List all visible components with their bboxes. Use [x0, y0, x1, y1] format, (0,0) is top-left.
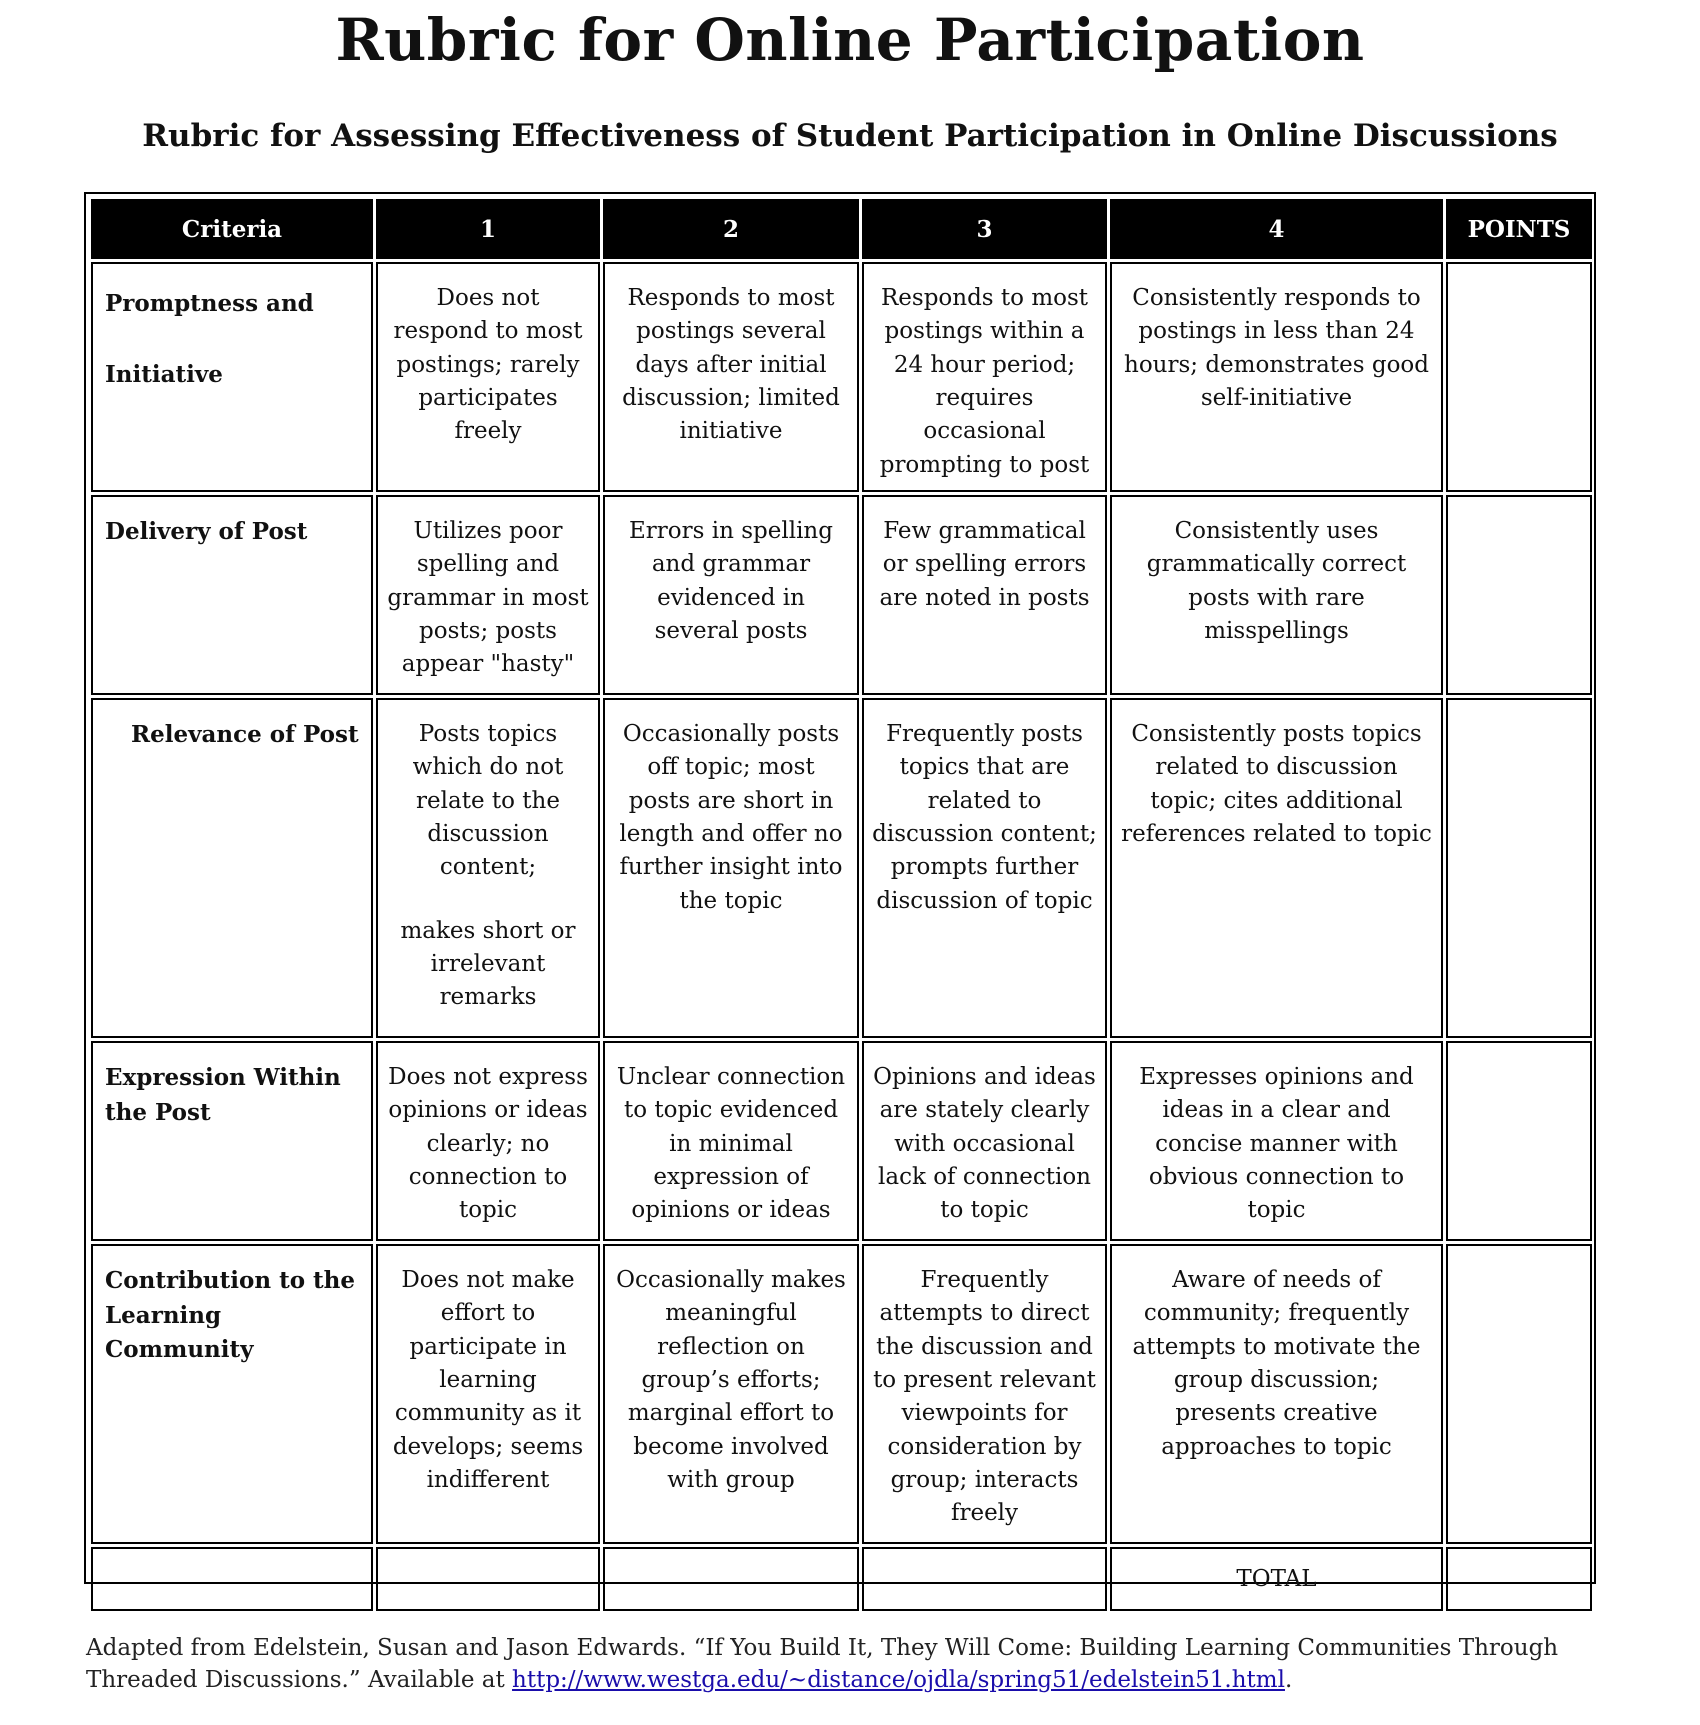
- level-2-cell: Unclear connection to topic evidenced in minimal expression of opinions or ideas: [603, 1041, 859, 1241]
- level-2-cell: Errors in spelling and grammar evidenced in several posts: [603, 495, 859, 695]
- citation-end: .: [1284, 1667, 1293, 1694]
- header-level-4: 4: [1110, 199, 1443, 259]
- criteria-cell: Delivery of Post: [91, 495, 373, 695]
- header-level-1: 1: [376, 199, 600, 259]
- level-3-cell: Few grammatical or spelling errors are noted in posts: [862, 495, 1107, 695]
- points-cell[interactable]: [1446, 1041, 1592, 1241]
- level-1-cell: Does not respond to most postings; rarely participates freely: [376, 262, 600, 492]
- rubric-table-frame: [84, 192, 1596, 1593]
- level-1-cell: Does not make effort to participate in learning community as it develops; seems indifferent: [376, 1244, 600, 1544]
- total-points-cell[interactable]: [1446, 1547, 1592, 1611]
- level-4-cell: Consistently uses grammatically correct posts with rare misspellings: [1110, 495, 1443, 695]
- level-4-cell: Consistently posts topics related to discussion topic; cites additional references related to topic: [1110, 698, 1443, 1038]
- empty-cell: [862, 1547, 1107, 1611]
- criteria-cell: Expression Within the Post: [91, 1041, 373, 1241]
- page-title: Rubric for Online Participation: [335, 6, 1365, 74]
- empty-cell: [376, 1547, 600, 1611]
- level-3-cell: Frequently attempts to direct the discussion and to present relevant viewpoints for consideration by group; interacts freely: [862, 1244, 1107, 1544]
- header-level-2: 2: [603, 199, 859, 259]
- total-label: TOTAL: [1110, 1547, 1443, 1611]
- table-header-row: [91, 199, 1592, 259]
- level-2-cell: Occasionally makes meaningful reflection on group’s efforts; marginal effort to become involved with group: [603, 1244, 859, 1544]
- citation-text: Adapted from Edelstein, Susan and Jason Edwards. “If You Build It, They Will Come: Building Learning Communities Through Threaded Discussions.” Available at: [86, 1635, 1559, 1694]
- level-3-cell: Opinions and ideas are stately clearly with occasional lack of connection to topic: [862, 1041, 1107, 1241]
- header-criteria: Criteria: [91, 199, 373, 259]
- table-row: [91, 1041, 1592, 1241]
- level-2-cell: Occasionally posts off topic; most posts are short in length and offer no further insight into the topic: [603, 698, 859, 1038]
- table-row: [91, 495, 1592, 695]
- table-row: [91, 262, 1592, 492]
- criteria-cell: Relevance of Post: [91, 698, 373, 1038]
- level-3-cell: Responds to most postings within a 24 hour period; requires occasional prompting to post: [862, 262, 1107, 492]
- level-4-cell: Expresses opinions and ideas in a clear and concise manner with obvious connection to topic: [1110, 1041, 1443, 1241]
- table-row: [91, 698, 1592, 1038]
- level-4-cell: Consistently responds to postings in less than 24 hours; demonstrates good self-initiative: [1110, 262, 1443, 492]
- empty-cell: [91, 1547, 373, 1611]
- header-points: POINTS: [1446, 199, 1592, 259]
- points-cell[interactable]: [1446, 1244, 1592, 1544]
- level-1-cell: Utilizes poor spelling and grammar in most posts; posts appear "hasty": [376, 495, 600, 695]
- citation-link[interactable]: http://www.westga.edu/~distance/ojdla/spring51/edelstein51.html: [512, 1667, 1285, 1694]
- points-cell[interactable]: [1446, 262, 1592, 492]
- points-cell[interactable]: [1446, 495, 1592, 695]
- header-level-3: 3: [862, 199, 1107, 259]
- empty-cell: [603, 1547, 859, 1611]
- level-4-cell: Aware of needs of community; frequently attempts to motivate the group discussion; presents creative approaches to topic: [1110, 1244, 1443, 1544]
- level-3-cell: Frequently posts topics that are related to discussion content; prompts further discussion of topic: [862, 698, 1107, 1038]
- criteria-cell: Promptness and Initiative: [91, 262, 373, 492]
- points-cell[interactable]: [1446, 698, 1592, 1038]
- level-1-cell: Does not express opinions or ideas clearly; no connection to topic: [376, 1041, 600, 1241]
- citation-footer: [86, 1632, 1646, 1696]
- criteria-cell: Contribution to the Learning Community: [91, 1244, 373, 1544]
- paragraph-gap: [386, 885, 590, 915]
- total-row: [91, 1547, 1592, 1611]
- level-1-cell: [376, 698, 600, 1038]
- page-subtitle: Rubric for Assessing Effectiveness of Student Participation in Online Discussions: [142, 118, 1558, 154]
- rubric-table: [88, 196, 1595, 1614]
- level-2-cell: Responds to most postings several days after initial discussion; limited initiative: [603, 262, 859, 492]
- level-1-text-extra: makes short or irrelevant remarks: [400, 917, 576, 1011]
- level-1-text: Posts topics which do not relate to the discussion content;: [412, 721, 564, 881]
- table-row: [91, 1244, 1592, 1544]
